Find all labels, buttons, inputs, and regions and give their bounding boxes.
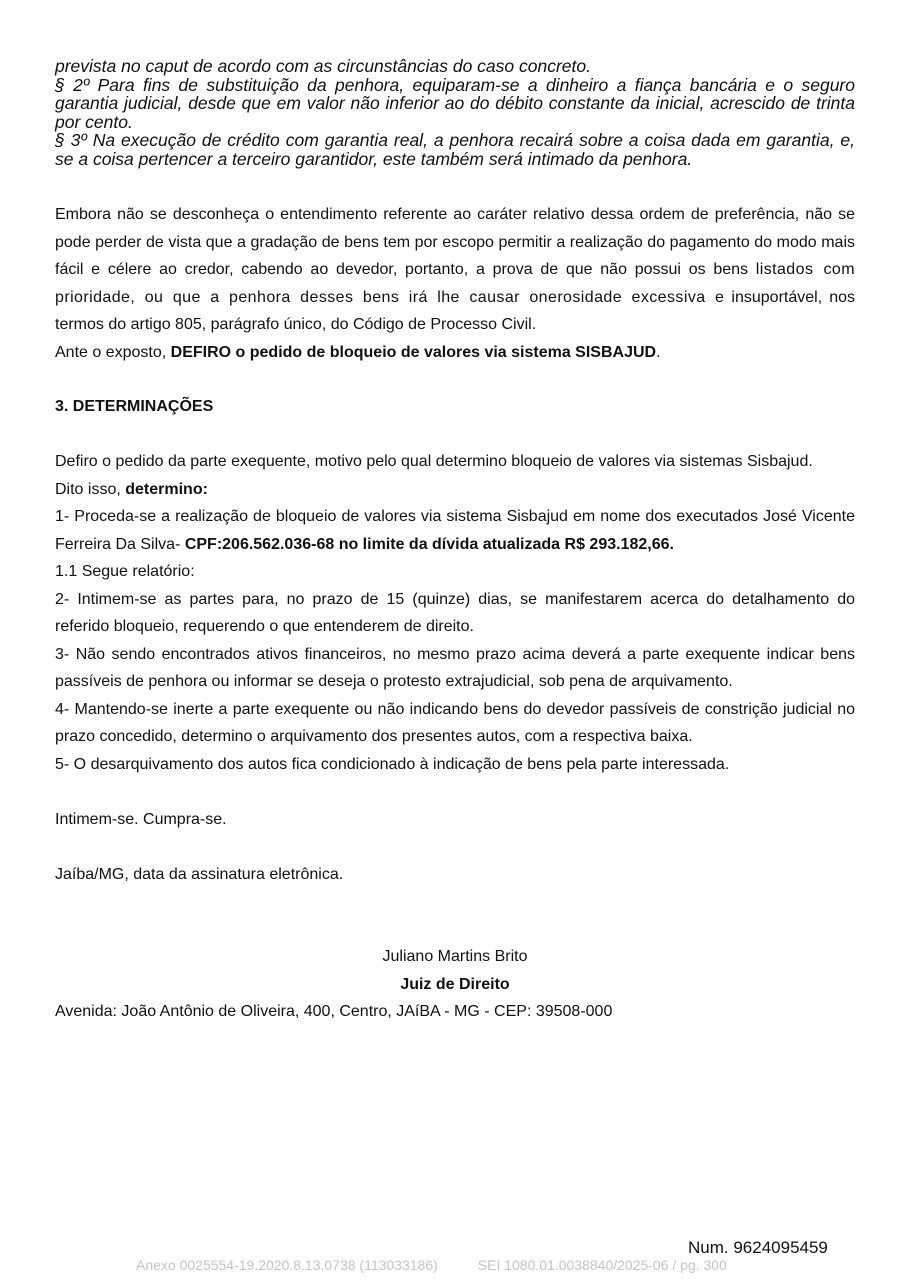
determination-item-5: 5- O desarquivamento dos autos fica condicionado à indicação de bens pela parte interessada. <box>55 755 730 773</box>
quote-paragraph-2: § 2º Para fins de substituição da penhora, equiparam-se a dinheiro a fiança bancária e o seguro garantia judicial, desde que em valor não inferior ao do débito constante da inicial, acrescido de trinta por cento. <box>55 74 855 132</box>
analysis-paragraph <box>55 201 855 339</box>
analysis-section <box>55 201 855 366</box>
section-heading: 3. DETERMINAÇÕES <box>55 398 214 415</box>
document-number: Num. 9624095459 <box>688 1238 828 1257</box>
judge-name: Juliano Martins Brito <box>382 948 528 965</box>
analysis-text: Embora não se desconheça o entendimento referente ao caráter relativo dessa ordem de preferência, não se pode perder de vista que a gradação de bens tem por escopo permitir a realização do pagamento do modo mais fácil e célere ao credor, cabendo ao devedor, portanto, a prova de que não possui os bens <box>55 206 855 278</box>
annex-footer <box>136 1257 727 1273</box>
determination-item-2: 2- Intimem-se as partes para, no prazo de 15 (quinze) dias, se manifestarem acerca do detalhamento do referido bloqueio, requerendo o que entenderem de direito. <box>55 590 855 635</box>
legal-quote <box>55 57 855 168</box>
annex-reference: Anexo 0025554-19.2020.8.13.0738 (113033186) <box>136 1257 438 1273</box>
determinations-intro: Defiro o pedido da parte exequente, motivo pelo qual determino bloqueio de valores via sistemas Sisbajud. <box>55 453 813 470</box>
place-date-line: Jaíba/MG, data da assinatura eletrônica. <box>55 866 344 883</box>
item-1-text: 1- Proceda-se a realização de bloqueio de valores via sistema Sisbajud em nome dos executados José Vicente Ferreira Da Silva- <box>55 508 855 553</box>
quote-paragraph-3: § 3º Na execução de crédito com garantia real, a penhora recairá sobre a coisa dada em garantia, e, se a coisa pertencer a terceiro garantidor, este também será intimado da penhora. <box>55 130 855 169</box>
determination-item-1-1: 1.1 Segue relatório: <box>55 563 195 580</box>
analysis-text-spread: listados com prioridade, ou que a penhora desses bens irá lhe causar onerosidade excessiva e <box>55 261 855 306</box>
quote-line: prevista no caput de acordo com as circunstâncias do caso concreto. <box>55 56 591 76</box>
conclusion-paragraph <box>55 339 855 367</box>
dito-prefix: Dito isso, <box>55 480 126 498</box>
conclusion-decision: DEFIRO o pedido de bloqueio de valores via sistema SISBAJUD <box>170 343 657 361</box>
court-address: Avenida: João Antônio de Oliveira, 400, Centro, JAíBA - MG - CEP: 39508-000 <box>55 1003 613 1020</box>
determination-item-4: 4- Mantendo-se inerte a parte exequente ou não indicando bens do devedor passíveis de constrição judicial no prazo concedido, determino o arquivamento dos presentes autos, com a respectiva baixa. <box>55 700 855 745</box>
judge-title-text: Juiz de Direito <box>400 975 510 993</box>
analysis-text-end: insuportável, nos termos do artigo 805, parágrafo único, do Código de Processo Civil. <box>55 288 855 333</box>
determinations-section <box>55 448 855 778</box>
item-1-bold: CPF:206.562.036-68 no limite da dívida atualizada R$ 293.182,66. <box>184 535 674 553</box>
signature-block <box>55 943 855 998</box>
determination-item-3: 3- Não sendo encontrados ativos financeiros, no mesmo prazo acima deverá a parte exequente indicar bens passíveis de penhora ou informar se deseja o protesto extrajudicial, sob pena de arquivamento. <box>55 645 855 690</box>
conclusion-prefix: Ante o exposto, <box>55 343 171 361</box>
conclusion-suffix: . <box>656 343 661 361</box>
sei-reference: SEI 1080.01.0038840/2025-06 / pg. 300 <box>477 1257 727 1273</box>
dito-bold: determino: <box>125 480 208 498</box>
dito-isso-line <box>55 476 855 504</box>
determination-item-1 <box>55 503 855 558</box>
judge-title <box>55 971 855 999</box>
intimem-line: Intimem-se. Cumpra-se. <box>55 811 227 828</box>
document-page <box>55 0 855 1287</box>
